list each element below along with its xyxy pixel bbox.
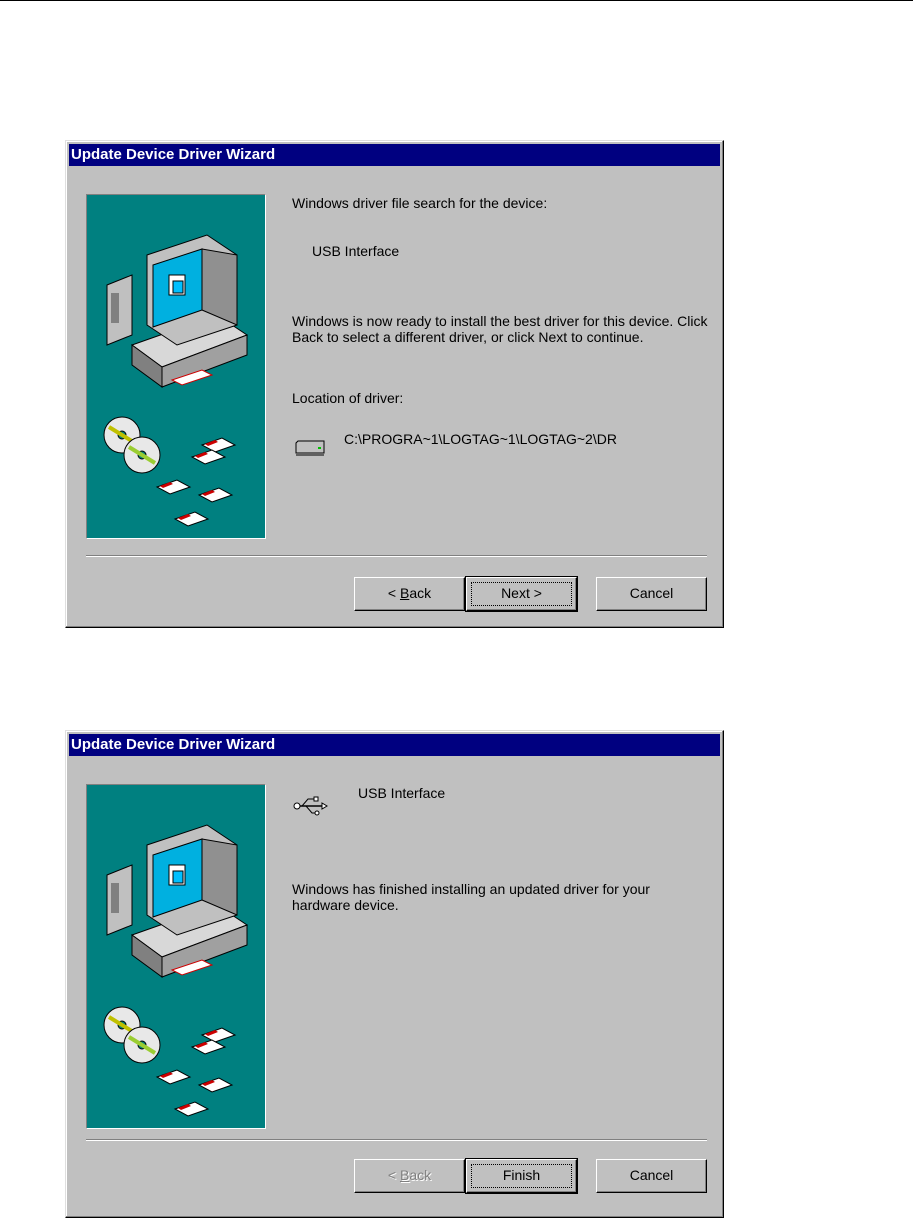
ready-text: Windows is now ready to install the best driver for this device. Click Back to select a different driver, or click Next to continue. bbox=[292, 313, 708, 345]
computer-with-discs-art bbox=[87, 785, 265, 1128]
page-top-rule bbox=[0, 0, 913, 1]
back-button[interactable]: < Back bbox=[354, 1159, 465, 1193]
computer-with-discs-art bbox=[87, 195, 265, 538]
separator bbox=[86, 1139, 707, 1141]
title-bar[interactable]: Update Device Driver Wizard bbox=[69, 144, 720, 166]
finished-text: Windows has finished installing an updated driver for your hardware device. bbox=[292, 881, 650, 913]
search-heading: Windows driver file search for the device: bbox=[292, 195, 548, 211]
device-name: USB Interface bbox=[358, 785, 446, 801]
finish-button[interactable]: Finish bbox=[466, 1159, 577, 1193]
device-name: USB Interface bbox=[312, 243, 400, 259]
driver-path: C:\PROGRA~1\LOGTAG~1\LOGTAG~2\DR bbox=[344, 431, 617, 447]
wizard-art-panel bbox=[86, 194, 266, 539]
location-label: Location of driver: bbox=[292, 390, 404, 406]
wizard-dialog-2 bbox=[65, 730, 724, 1218]
cancel-button[interactable]: Cancel bbox=[596, 1159, 707, 1193]
drive-icon bbox=[294, 439, 326, 457]
cancel-button[interactable]: Cancel bbox=[596, 577, 707, 611]
wizard-art-panel bbox=[86, 784, 266, 1129]
back-button[interactable]: < Back bbox=[354, 577, 465, 611]
title-bar[interactable]: Update Device Driver Wizard bbox=[69, 734, 720, 756]
next-button[interactable]: Next > bbox=[466, 577, 577, 611]
separator bbox=[86, 555, 707, 557]
usb-icon bbox=[292, 795, 328, 817]
wizard-dialog-1 bbox=[65, 140, 724, 628]
